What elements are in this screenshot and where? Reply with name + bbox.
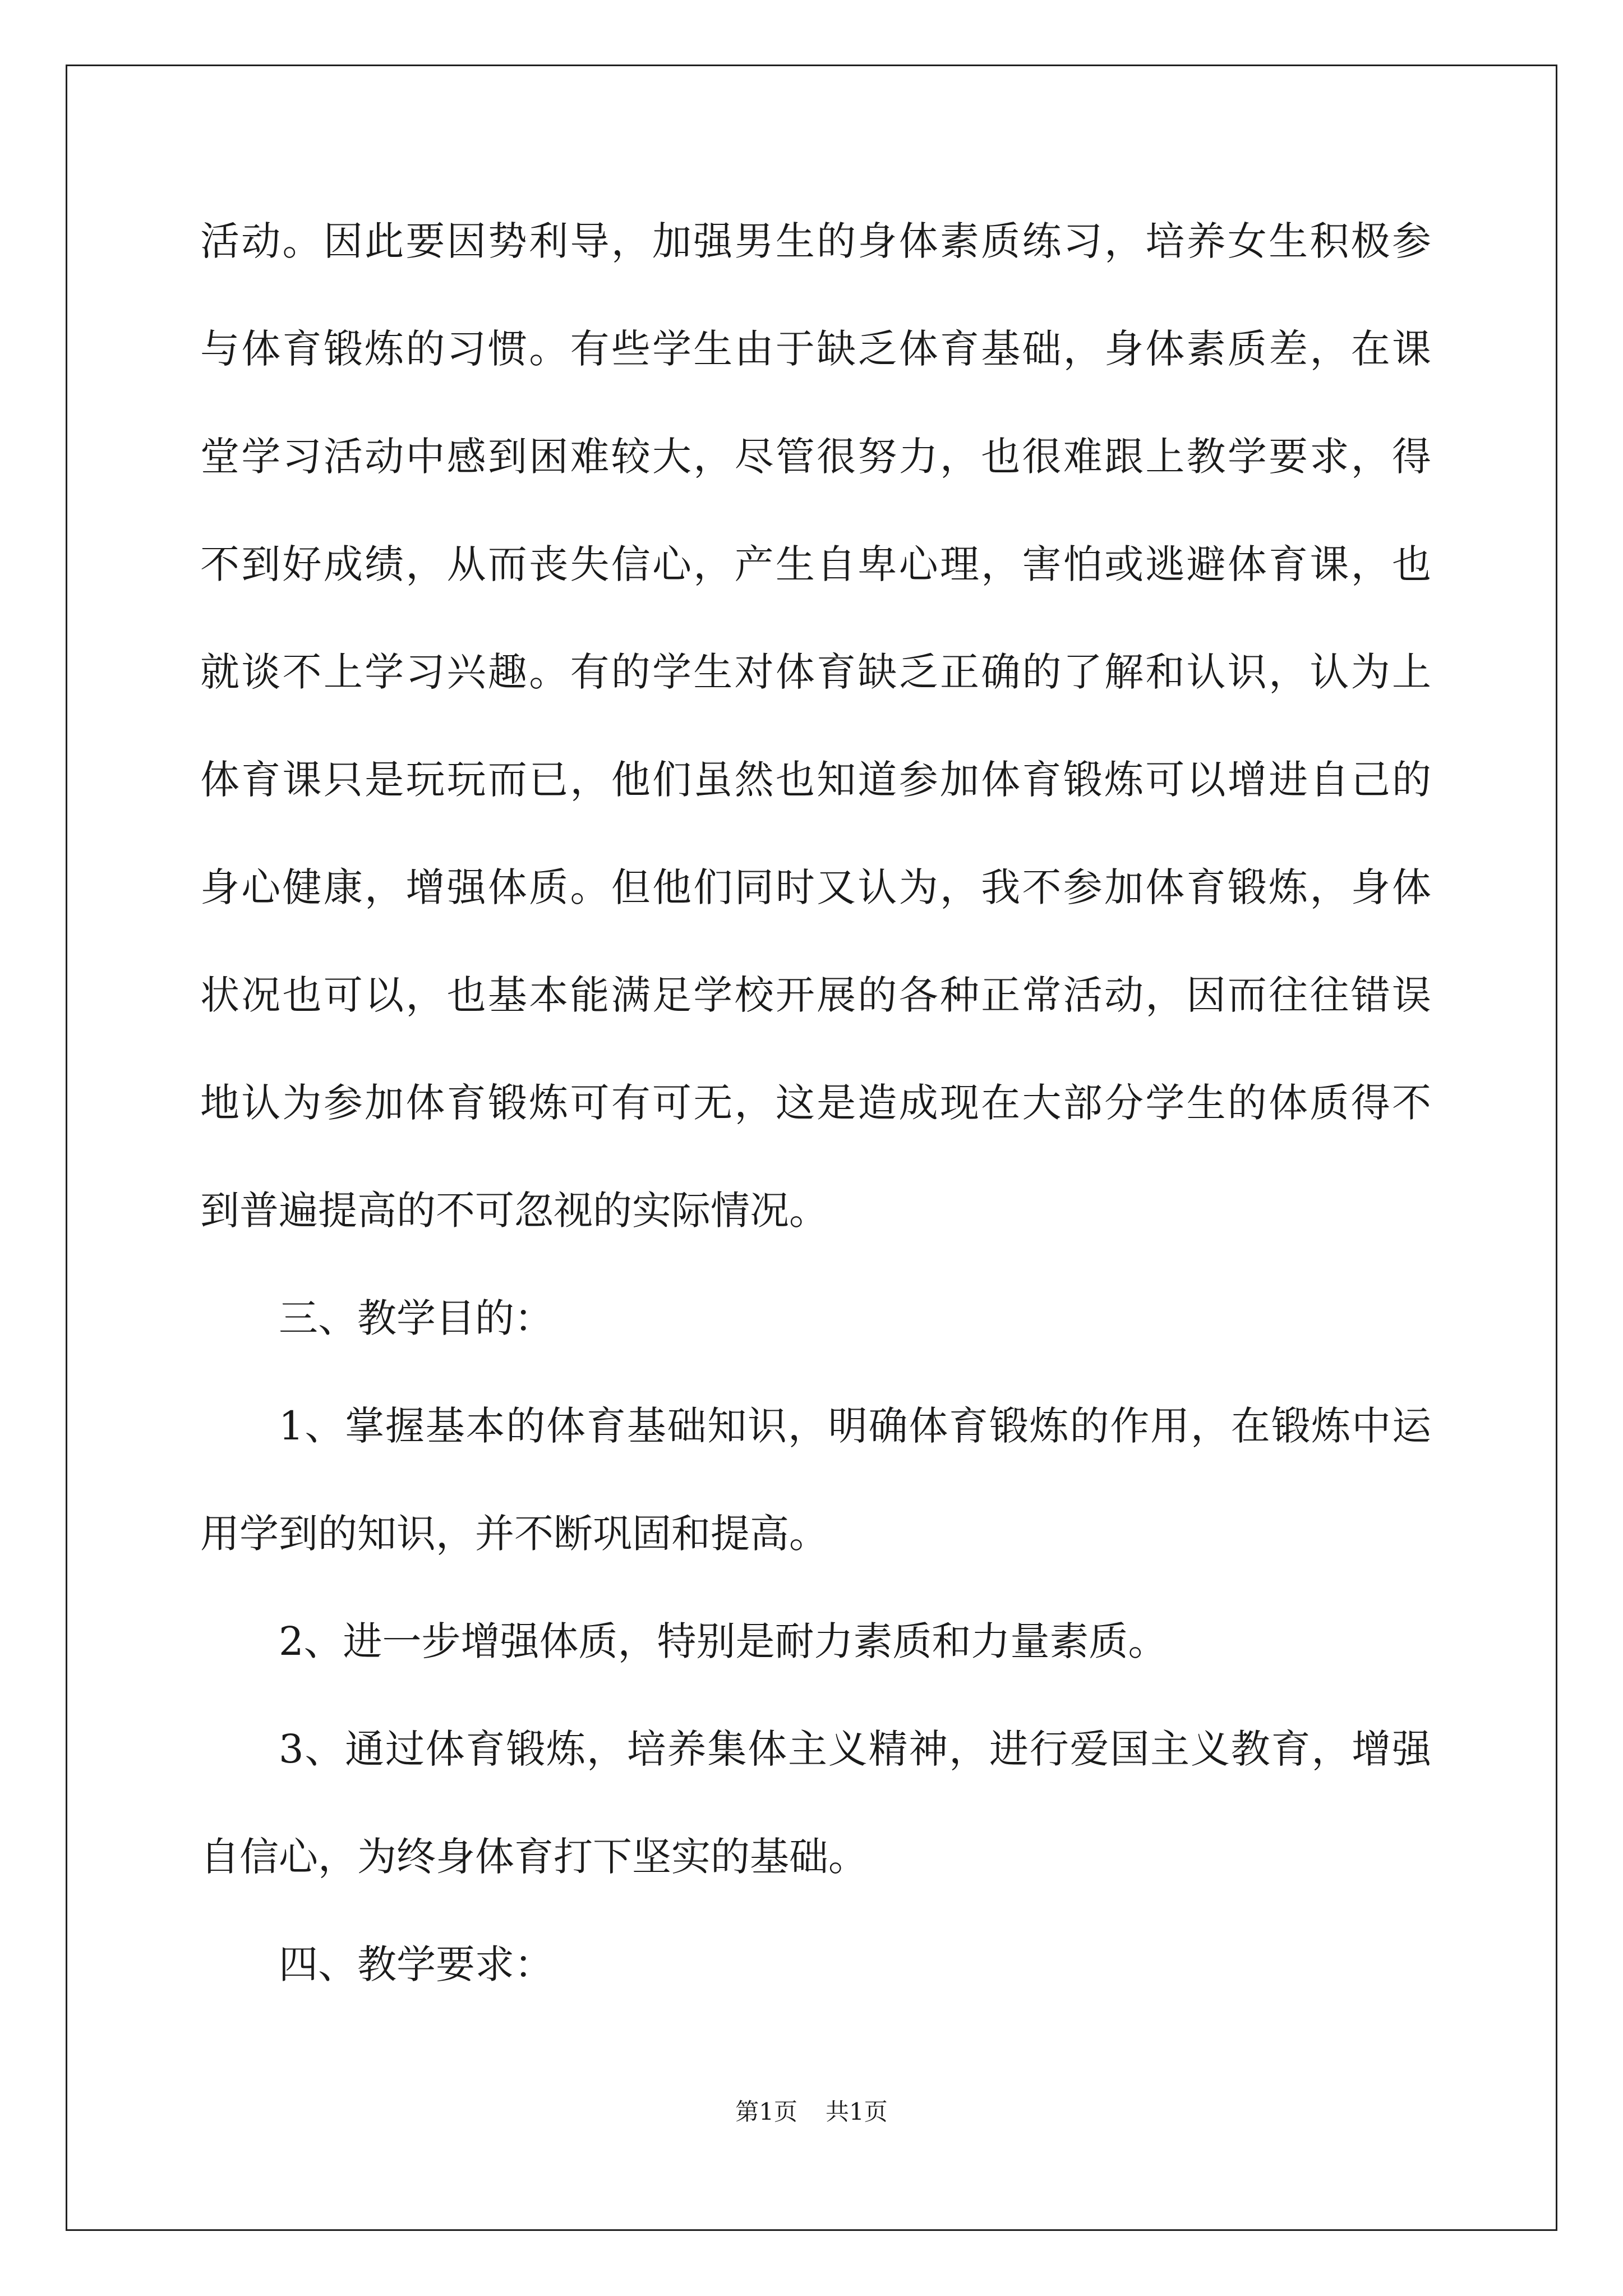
body-line-2: 与体育锻炼的习惯。有些学生由于缺乏体育基础，身体素质差，在课 [200, 326, 1431, 372]
body-line-10: 到普遍提高的不可忽视的实际情况。 [200, 1188, 828, 1234]
page-footer [0, 2098, 1623, 2126]
body-line-1: 活动。因此要因势利导，加强男生的身体素质练习，培养女生积极参 [200, 218, 1431, 264]
objective-3-line-2: 自信心，为终身体育打下坚实的基础。 [200, 1834, 868, 1880]
page-number: 第1页 [735, 2098, 797, 2125]
section-heading-requirements: 四、教学要求： [279, 1941, 554, 1987]
body-line-7: 身心健康，增强体质。但他们同时又认为，我不参加体育锻炼，身体 [200, 864, 1431, 910]
objective-2: 2、进一步增强体质，特别是耐力素质和力量素质。 [279, 1618, 1168, 1664]
section-heading-objectives: 三、教学目的： [279, 1295, 554, 1341]
body-line-3: 堂学习活动中感到困难较大，尽管很努力，也很难跟上教学要求，得 [200, 434, 1431, 480]
body-line-9: 地认为参加体育锻炼可有可无，这是造成现在大部分学生的体质得不 [200, 1080, 1431, 1126]
body-line-4: 不到好成绩，从而丧失信心，产生自卑心理，害怕或逃避体育课，也 [200, 541, 1431, 587]
objective-1-line-2: 用学到的知识，并不断巩固和提高。 [200, 1511, 828, 1557]
body-line-5: 就谈不上学习兴趣。有的学生对体育缺乏正确的了解和认识，认为上 [200, 649, 1431, 695]
objective-3-line-1: 3、通过体育锻炼，培养集体主义精神，进行爱国主义教育，增强 [279, 1726, 1431, 1772]
body-line-6: 体育课只是玩玩而已，他们虽然也知道参加体育锻炼可以增进自己的 [200, 757, 1431, 803]
objective-1-line-1: 1、掌握基本的体育基础知识，明确体育锻炼的作用，在锻炼中运 [279, 1403, 1431, 1449]
document-body [200, 219, 1431, 2050]
page-total: 共1页 [826, 2098, 888, 2125]
body-line-8: 状况也可以，也基本能满足学校开展的各种正常活动，因而往往错误 [200, 972, 1431, 1018]
